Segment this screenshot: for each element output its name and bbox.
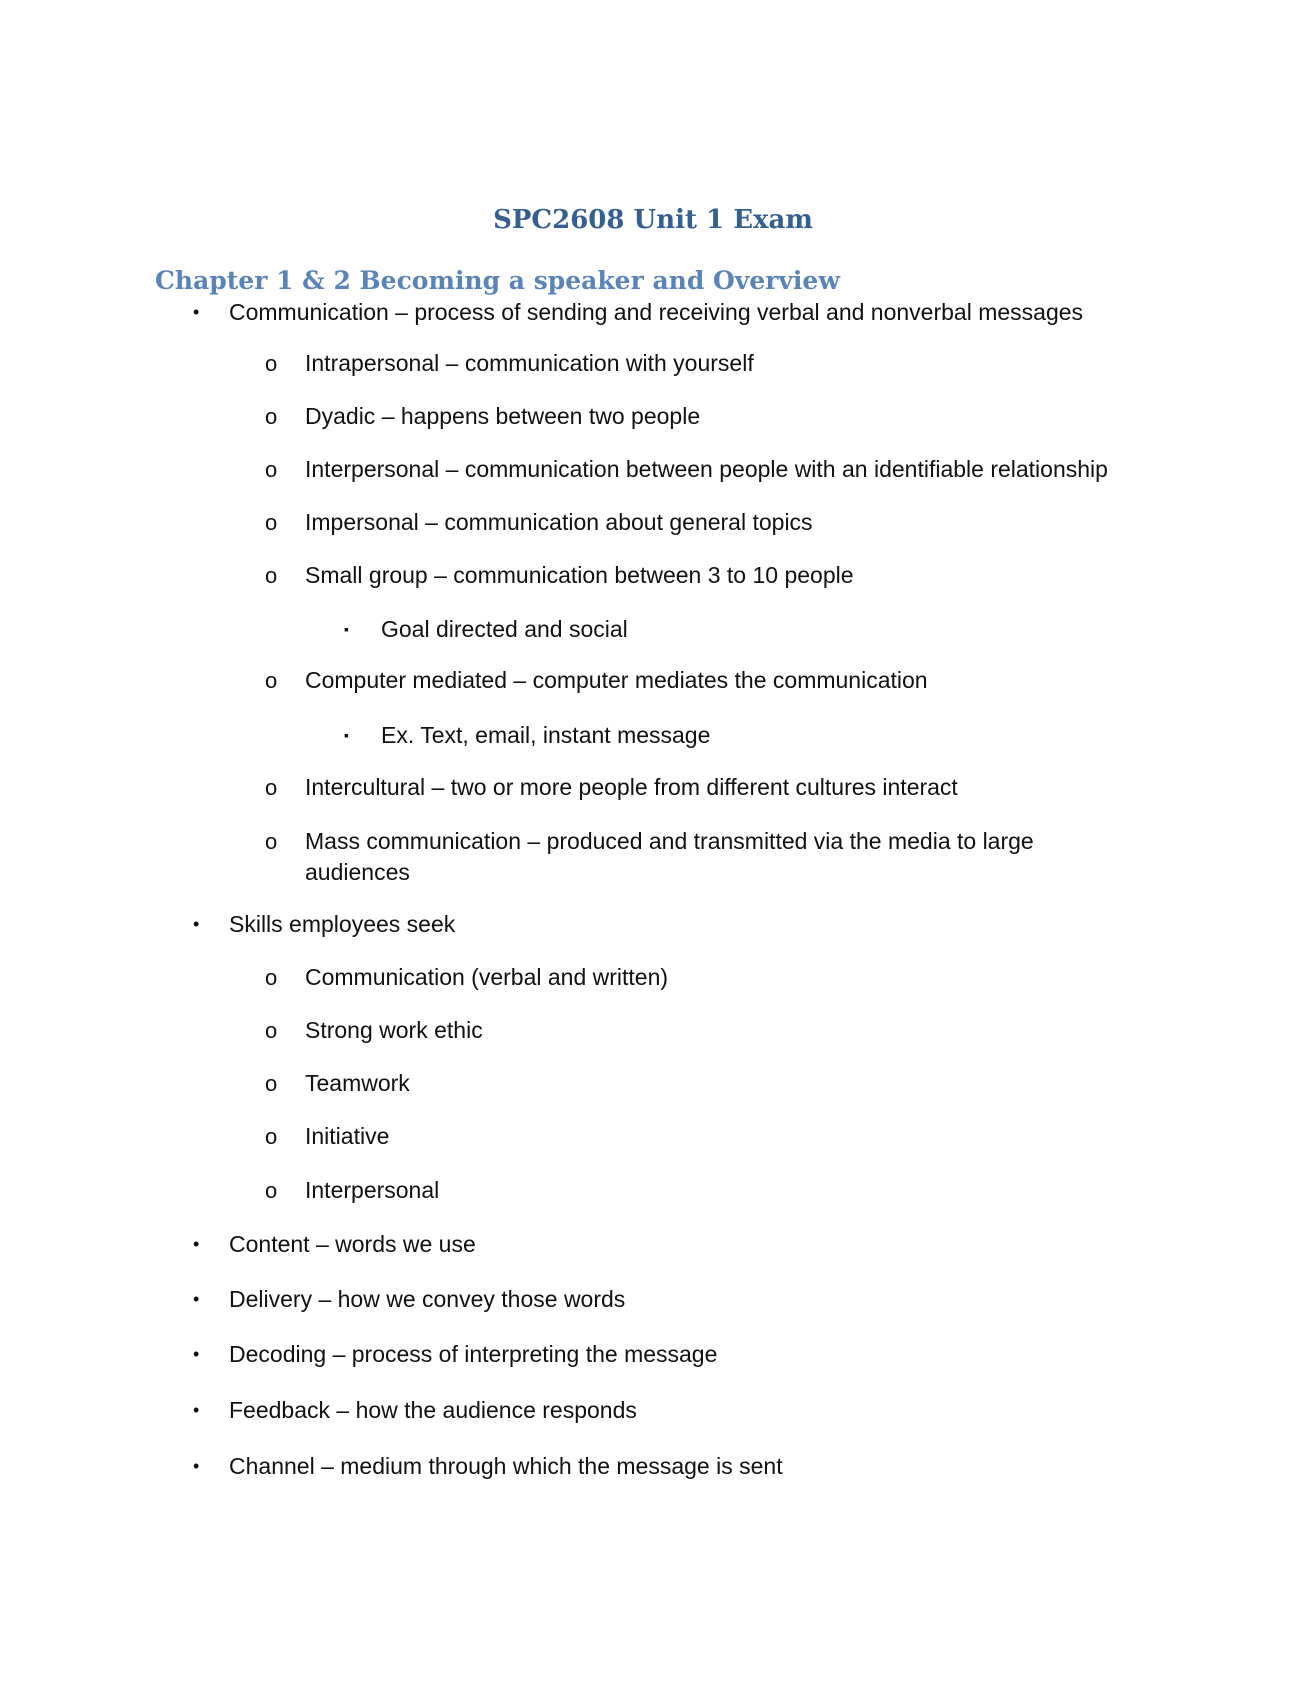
bullet-marker: o	[265, 668, 278, 693]
list-item-text: Interpersonal	[305, 1177, 440, 1203]
list-item-text: Intrapersonal – communication with yourself	[305, 350, 754, 376]
list-item-text: Small group – communication between 3 to 10 people	[305, 562, 854, 588]
bullet-marker: o	[265, 351, 278, 376]
list-item	[193, 297, 1084, 328]
list-item	[193, 1229, 476, 1260]
list-item	[265, 1121, 390, 1152]
bullet-marker: •	[193, 302, 200, 322]
bullet-marker: o	[265, 1018, 278, 1043]
list-item	[193, 1395, 637, 1426]
list-item-text: Decoding – process of interpreting the message	[229, 1341, 718, 1367]
list-item	[265, 348, 754, 379]
list-item	[265, 772, 958, 803]
bullet-marker: o	[265, 457, 278, 482]
list-item	[265, 665, 928, 696]
list-item-text: Initiative	[305, 1123, 390, 1149]
list-item	[265, 454, 1108, 485]
bullet-marker: o	[265, 829, 278, 854]
list-item-text: Computer mediated – computer mediates the communication	[305, 667, 928, 693]
list-item	[265, 507, 813, 538]
list-item	[193, 909, 456, 940]
bullet-marker: •	[193, 1344, 200, 1364]
list-item-text: Channel – medium through which the message is sent	[229, 1453, 783, 1479]
list-item	[193, 1339, 718, 1370]
list-item	[265, 560, 854, 591]
list-item-text: Skills employees seek	[229, 911, 456, 937]
document-title: SPC2608 Unit 1 Exam	[493, 205, 813, 235]
bullet-marker: o	[265, 965, 278, 990]
list-item-text: Strong work ethic	[305, 1017, 483, 1043]
square-bullet-marker: ▪	[344, 727, 349, 743]
list-item-text: Intercultural – two or more people from different cultures interact	[305, 774, 958, 800]
list-item-text: Delivery – how we convey those words	[229, 1286, 626, 1312]
bullet-marker: o	[265, 510, 278, 535]
list-item	[193, 1284, 626, 1315]
list-item-text: Impersonal – communication about general topics	[305, 509, 813, 535]
list-item-text: Dyadic – happens between two people	[305, 403, 701, 429]
bullet-marker: o	[265, 1178, 278, 1203]
list-item	[344, 614, 628, 645]
list-item	[344, 720, 711, 751]
list-item-text: Feedback – how the audience responds	[229, 1397, 637, 1423]
list-item-text: Ex. Text, email, instant message	[381, 722, 711, 748]
bullet-marker: o	[265, 775, 278, 800]
list-item-text: Mass communication – produced and transmitted via the media to large audiences	[305, 828, 1034, 885]
bullet-marker: o	[265, 1124, 278, 1149]
list-item-text: Communication (verbal and written)	[305, 964, 669, 990]
bullet-marker: •	[193, 1400, 200, 1420]
list-item-text: Content – words we use	[229, 1231, 476, 1257]
bullet-marker: o	[265, 404, 278, 429]
list-item-text: Communication – process of sending and receiving verbal and nonverbal messages	[229, 299, 1084, 325]
bullet-marker: •	[193, 914, 200, 934]
bullet-marker: •	[193, 1289, 200, 1309]
list-item	[265, 1175, 440, 1206]
list-item	[265, 1015, 483, 1046]
list-item-text: Teamwork	[305, 1070, 410, 1096]
list-item-text: Goal directed and social	[381, 616, 628, 642]
list-item	[265, 826, 1105, 888]
chapter-heading: Chapter 1 & 2 Becoming a speaker and Overview	[155, 266, 840, 295]
bullet-marker: •	[193, 1456, 200, 1476]
list-item-text: Interpersonal – communication between people with an identifiable relationship	[305, 456, 1108, 482]
list-item	[265, 962, 669, 993]
list-item	[193, 1451, 783, 1482]
bullet-marker: o	[265, 563, 278, 588]
list-item	[265, 1068, 410, 1099]
list-item	[265, 401, 701, 432]
square-bullet-marker: ▪	[344, 621, 349, 637]
bullet-marker: o	[265, 1071, 278, 1096]
bullet-marker: •	[193, 1234, 200, 1254]
